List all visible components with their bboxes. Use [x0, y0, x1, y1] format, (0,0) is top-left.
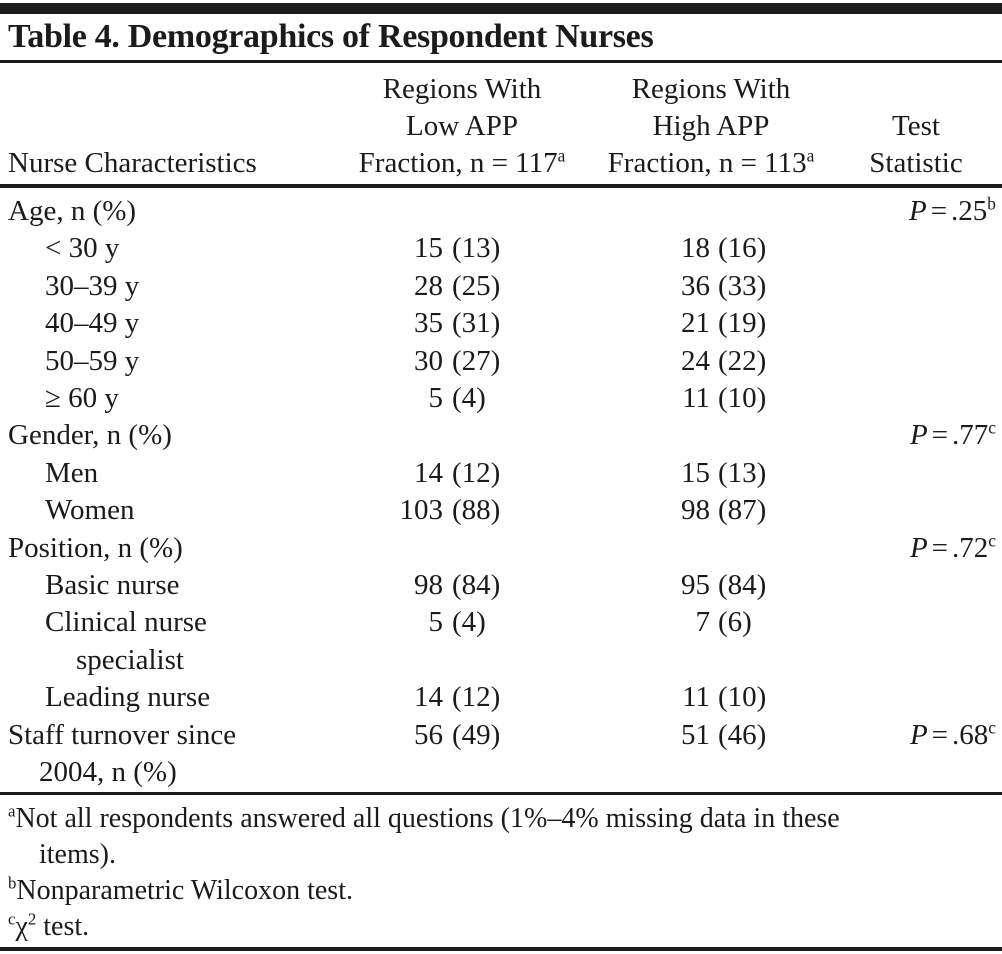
row-label: Gender, n (%) — [8, 419, 172, 452]
high-app-value: 95 (84) — [681, 569, 767, 602]
chi-exponent: 2 — [27, 909, 37, 929]
low-app-value: 28 (25) — [414, 269, 501, 302]
table-body — [0, 188, 1002, 792]
footnote-b: $^b$Nonparametric Wilcoxon test. — [8, 873, 353, 906]
low-app-value — [338, 193, 586, 230]
table-row-leading-nurse — [8, 679, 996, 716]
high-app-value: 36 (33) — [681, 269, 767, 302]
row-label: Basic nurse — [45, 569, 180, 602]
p-value: P = .72$^c$ — [909, 530, 996, 564]
table-row-age-30-39 — [8, 268, 996, 305]
table-header-row — [0, 63, 1002, 184]
low-app-value: 5 (4) — [428, 606, 486, 639]
footnote-marker-a: a — [8, 801, 16, 821]
high-app-value: 11 (10) — [682, 681, 767, 714]
high-app-value: 51 (46) — [681, 718, 767, 751]
table-row-basic-nurse — [8, 567, 996, 604]
footnote-a — [8, 801, 996, 873]
p-value: P = .77$^c$ — [909, 417, 996, 452]
high-app-value: 18 (16) — [681, 232, 767, 265]
low-app-value: 14 (12) — [414, 456, 501, 489]
low-app-value: 98 (84) — [414, 569, 501, 602]
row-label: Men — [45, 456, 99, 489]
table-row-women — [8, 492, 996, 529]
footnote-a-line2: items). — [39, 838, 116, 870]
table-row-position — [8, 530, 996, 567]
p-value: P = .68$^c$ — [909, 717, 996, 751]
header-low-app-line2: Low APP — [405, 110, 518, 142]
table-row-men — [8, 455, 996, 492]
high-app-value: 11 (10) — [682, 382, 767, 415]
row-label-continuation: 2004, n (%) — [39, 756, 177, 789]
row-label: 30–39 y — [45, 269, 140, 302]
header-test-statistic — [836, 108, 996, 182]
footnote-c: $^c\chi^2$ test. — [8, 909, 90, 942]
low-app-value: 30 (27) — [414, 344, 501, 377]
table-row-age-50-59 — [8, 343, 996, 380]
table-row-age-60plus — [8, 380, 996, 417]
row-label: < 30 y — [45, 232, 120, 265]
high-app-value: 7 (6) — [695, 606, 752, 639]
low-app-value: 15 (13) — [414, 232, 501, 265]
paper-table-page — [0, 3, 1002, 954]
chi-symbol: χ — [15, 910, 28, 942]
header-high-app-line2: High APP — [652, 110, 770, 142]
header-low-app-line3: Fraction, $n = 117^a$ — [358, 145, 566, 179]
table-top-rule — [0, 3, 1002, 14]
footnote-marker-b: b — [8, 873, 17, 893]
footnote-marker-c: c — [8, 909, 16, 929]
row-label: Position, n (%) — [8, 531, 183, 564]
high-app-value: 15 (13) — [681, 456, 767, 489]
row-label: ≥ 60 y — [45, 382, 119, 415]
row-label: 40–49 y — [45, 307, 140, 340]
table-bottom-rule — [0, 947, 1002, 951]
table-row-staff-turnover — [8, 717, 996, 792]
header-high-app-line1: Regions With — [631, 73, 791, 105]
table-row-age-40-49 — [8, 305, 996, 342]
footnote-marker-a: a — [806, 145, 815, 166]
row-label-continuation: specialist — [76, 643, 184, 676]
low-app-value: 56 (49) — [414, 718, 501, 751]
header-test-line1: Test — [892, 110, 940, 142]
row-label: Staff turnover since 2004, n (%) — [8, 717, 338, 792]
low-app-value: 103 (88) — [399, 494, 501, 527]
high-app-value: 98 (87) — [681, 494, 767, 527]
low-app-value: 5 (4) — [428, 382, 486, 415]
table-title: Table 4. Demographics of Respondent Nurses — [8, 18, 654, 55]
table-row-age — [8, 193, 996, 230]
header-test-line2: Statistic — [869, 147, 963, 179]
header-low-app-line1: Regions With — [382, 73, 542, 105]
high-app-value: 21 (19) — [681, 307, 767, 340]
row-label: Women — [45, 494, 135, 527]
footnote-marker-a: a — [557, 145, 566, 166]
table-row-clinical-nurse-specialist — [8, 604, 996, 679]
header-nurse-characteristics: Nurse Characteristics — [8, 147, 257, 179]
high-app-value — [586, 193, 836, 230]
row-label: Leading nurse — [45, 681, 211, 714]
header-low-app-column — [338, 71, 586, 182]
header-high-app-column — [586, 71, 836, 182]
low-app-value: 14 (12) — [414, 681, 501, 714]
header-high-app-line3: Fraction, $n = 113^a$ — [607, 145, 815, 179]
p-value: P = .25$^b$ — [908, 193, 996, 227]
row-label: 50–59 y — [45, 344, 140, 377]
table-row-age-under30 — [8, 230, 996, 267]
table-row-gender — [8, 417, 996, 454]
row-label: Age, n (%) — [8, 195, 137, 227]
footnotes-section — [0, 795, 1002, 947]
low-app-value: 35 (31) — [414, 307, 501, 340]
high-app-value: 24 (22) — [681, 344, 767, 377]
row-label: Clinical nurse specialist — [8, 604, 338, 679]
footnote-a-line1: $^a$Not all respondents answered all questions (1%–4% missing data in these — [8, 801, 840, 834]
